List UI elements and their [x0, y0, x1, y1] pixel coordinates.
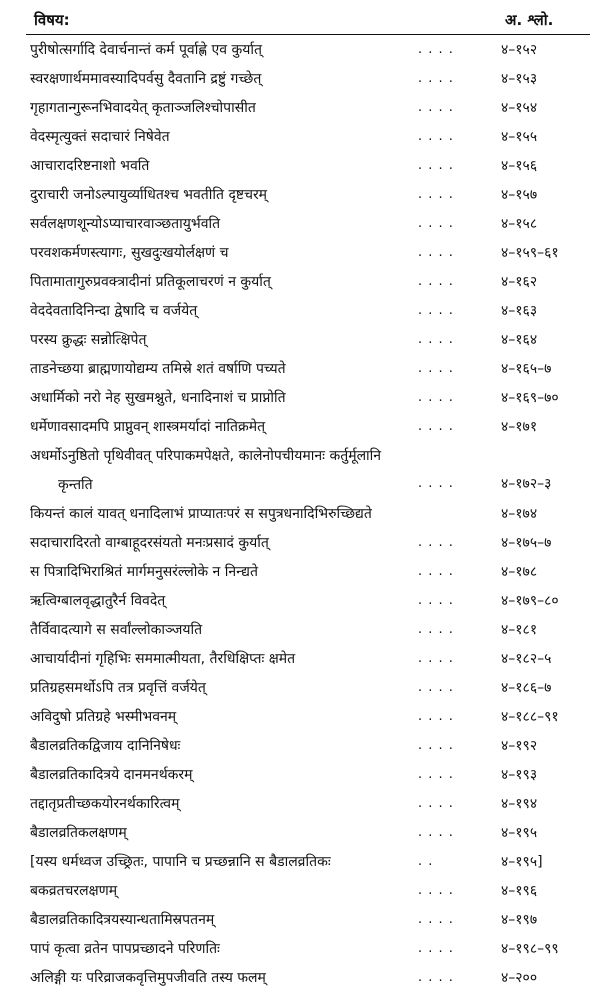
subject-column-header: विषय:: [34, 11, 70, 29]
entry-text-line: वेदस्मृत्युक्तं सदाचारं निषेवेत: [30, 129, 170, 145]
verse-reference: ४–१९४: [501, 796, 538, 812]
entry-text: [30, 882, 408, 900]
leader-dots: . . . .: [418, 245, 454, 260]
leader-dots: . . . .: [418, 332, 454, 347]
leader-dots: . . . .: [418, 970, 454, 985]
list-item: [26, 297, 590, 326]
list-item: [26, 558, 590, 587]
list-item: [26, 326, 590, 355]
entry-text: [30, 99, 408, 117]
list-item: [26, 877, 590, 906]
verse-reference: ४–१८१: [501, 622, 538, 638]
entry-text: [30, 795, 408, 813]
leader-dots: . . . .: [418, 912, 454, 927]
entry-text-line: [यस्य धर्मध्वज उच्छ्रितः, पापानि च प्रच्छन्नानि स बैडालव्रतिकः: [30, 854, 331, 870]
list-item: [26, 181, 590, 210]
list-item: [26, 152, 590, 181]
leader-dots: . . . .: [418, 825, 454, 840]
leader-dots: . . . .: [418, 187, 454, 202]
entry-text-line: सदाचारादिरतो वाग्बाहूदरसंयतो मनःप्रसादं कुर्यात्: [30, 535, 269, 551]
entry-text: [30, 650, 408, 668]
entry-text: [30, 418, 408, 436]
list-item: [26, 210, 590, 239]
verse-reference: ४–१५७: [501, 187, 538, 203]
list-item: [26, 645, 590, 674]
entry-text: [30, 563, 408, 581]
entry-text-line: तैर्विवादत्यागे स सर्वांल्लोकाञ्जयति: [30, 622, 203, 638]
leader-dots: . . . .: [418, 622, 454, 637]
entry-text: [30, 592, 408, 610]
leader-dots: . . . .: [418, 158, 454, 173]
list-item: [26, 819, 590, 848]
leader-dots: . . . .: [418, 419, 454, 434]
verse-reference: ४–१७९–८०: [501, 593, 559, 609]
entry-text-line: पापं कृत्वा व्रतेन पापप्रच्छादने परिणतिः: [30, 941, 220, 957]
verse-reference: ४–१९३: [501, 767, 538, 783]
leader-dots: . . . .: [418, 535, 454, 550]
entry-text-line: बैडालव्रतिकादित्रयस्यान्धतामिस्रपतनम्: [30, 912, 215, 928]
verse-reference: ४–१७२–३: [501, 476, 552, 492]
entry-text-line: आचार्यादीनां गृहिभिः सममात्मीयता, तैरधिक्षिप्तः क्षमेत: [30, 651, 296, 667]
list-item: [26, 848, 590, 877]
contents-list: [26, 36, 590, 993]
verse-reference: ४–१६९–७०: [501, 390, 559, 406]
list-item: [26, 529, 590, 558]
entry-text-line: अधार्मिको नरो नेह सुखमश्नुते, धनादिनाशं च प्राप्नोति: [30, 390, 286, 406]
verse-reference: ४–१५६: [501, 158, 538, 174]
verse-reference: ४–१९६: [501, 883, 538, 899]
entry-text-line: परस्य क्रुद्धः सन्नोत्क्षिपेत्: [30, 332, 147, 348]
list-item: [26, 268, 590, 297]
list-item: [26, 964, 590, 993]
verse-reference: ४–१७४: [501, 506, 538, 522]
leader-dots: . . . .: [418, 680, 454, 695]
entry-text-line: सर्वलक्षणशून्योऽप्याचारवाञ्छतायुर्भवति: [30, 216, 221, 232]
list-item: [26, 616, 590, 645]
entry-text-line: स पित्रादिभिराश्रितं मार्गमनुसरंल्लोके न निन्द्यते: [30, 564, 258, 580]
leader-dots: . . . .: [418, 100, 454, 115]
entry-text: [30, 534, 408, 552]
list-item: [26, 123, 590, 152]
list-item: [26, 413, 590, 442]
leader-dots: . . . .: [418, 738, 454, 753]
leader-dots: . . . .: [418, 476, 454, 491]
leader-dots: . . . .: [418, 709, 454, 724]
verse-reference: ४–१७८: [501, 564, 538, 580]
verse-reference: ४–१८२–५: [501, 651, 552, 667]
entry-text-line: तद्दातृप्रतीच्छकयोरनर्थकारित्वम्: [30, 796, 180, 812]
leader-dots: . . . .: [418, 71, 454, 86]
entry-text-line: पितामातागुरुप्रवक्त्रादीनां प्रतिकूलाचरणं न कुर्यात्: [30, 274, 271, 290]
entry-text: [30, 157, 408, 175]
leader-dots: . . . .: [418, 593, 454, 608]
leader-dots: . . . .: [418, 767, 454, 782]
list-item: [26, 732, 590, 761]
entry-text: [30, 41, 408, 59]
list-item: [26, 935, 590, 964]
leader-dots: . . . .: [418, 390, 454, 405]
list-item: [26, 703, 590, 732]
entry-text: [30, 273, 408, 291]
entry-text: [30, 737, 408, 755]
entry-text-line: प्रतिग्रहसमर्थोऽपि तत्र प्रवृत्तिं वर्जयेत्: [30, 680, 206, 696]
list-item: [26, 674, 590, 703]
verse-reference: ४–१८८–९१: [501, 709, 559, 725]
entry-text: [30, 853, 408, 871]
entry-text: [30, 331, 408, 349]
entry-text: [30, 766, 408, 784]
leader-dots: . . . .: [418, 129, 454, 144]
verse-reference: ४–१६५–७: [501, 361, 552, 377]
verse-reference: ४–१५३: [501, 71, 538, 87]
entry-text-line: दुराचारी जनोऽल्पायुर्व्याधितश्च भवतीति दृष्टचरम्: [30, 187, 268, 203]
entry-text-line: धर्मेणावसादमपि प्राप्नुवन् शास्त्रमर्यादां नातिक्रमेत्: [30, 419, 266, 435]
entry-text-line: पुरीषोत्सर्गादि देवार्चनान्तं कर्म पूर्वाह्णे एव कुर्यात्: [30, 42, 262, 58]
header-divider: [26, 34, 590, 35]
list-item: [26, 761, 590, 790]
verse-reference: ४–१६४: [501, 332, 538, 348]
list-item: [26, 384, 590, 413]
entry-text: [30, 360, 408, 378]
leader-dots: . .: [418, 854, 434, 869]
verse-reference: ४–१९५: [501, 825, 538, 841]
entry-text-line: बैडालव्रतिकलक्षणम्: [30, 825, 127, 841]
list-item: [26, 442, 590, 500]
leader-dots: . . . .: [418, 42, 454, 57]
verse-reference: ४–२००: [501, 970, 538, 986]
verse-reference: ४–१५२: [501, 42, 538, 58]
entry-text-continuation: कृन्तति: [58, 477, 93, 493]
leader-dots: . . . .: [418, 883, 454, 898]
list-item: [26, 790, 590, 819]
entry-text-line: वेददेवतादिनिन्दा द्वेषादि च वर्जयेत्: [30, 303, 198, 319]
verse-reference: ४–१९२: [501, 738, 538, 754]
entry-text: [30, 940, 408, 958]
entry-text-line: ताडनेच्छया ब्राह्मणायोद्यम्य तमिस्रे शतं वर्षाणि पच्यते: [30, 361, 286, 377]
entry-text-line: परवशकर्मणस्त्यागः, सुखदुःखयोर्लक्षणं च: [30, 245, 229, 261]
entry-text-line: अधर्मोऽनुष्ठितो पृथिवीवत् परिपाकमपेक्षते, कालेनोपचीयमानः कर्तुर्मूलानि: [30, 448, 382, 464]
leader-dots: . . . .: [418, 796, 454, 811]
leader-dots: . . . .: [418, 274, 454, 289]
list-item: [26, 239, 590, 268]
entry-text-line: आचारादरिष्टनाशो भवति: [30, 158, 150, 174]
entry-text-line: बैडालव्रतिकद्विजाय दानिनिषेधः: [30, 738, 181, 754]
list-item: [26, 355, 590, 384]
verse-reference: ४–१९५]: [501, 854, 543, 870]
entry-text-line: अविदुषो प्रतिग्रहे भस्मीभवनम्: [30, 709, 177, 725]
leader-dots: . . . .: [418, 303, 454, 318]
list-item: [26, 36, 590, 65]
list-item: [26, 500, 590, 529]
entry-text-line: अलिङ्गी यः परिव्राजकवृत्तिमुपजीवति तस्य फलम्: [30, 970, 266, 986]
entry-text: [30, 70, 408, 88]
verse-reference: ४–१५८: [501, 216, 538, 232]
list-item: [26, 65, 590, 94]
list-item: [26, 906, 590, 935]
entry-text-line: स्वरक्षणार्थममावस्यादिपर्वसु दैवतानि द्रष्टुं गच्छेत्: [30, 71, 262, 87]
leader-dots: . . . .: [418, 564, 454, 579]
entry-text: [30, 186, 408, 204]
entry-text: [30, 708, 408, 726]
list-item: [26, 94, 590, 123]
leader-dots: . . . .: [418, 651, 454, 666]
leader-dots: . . . .: [418, 361, 454, 376]
leader-dots: . . . .: [418, 216, 454, 231]
verse-reference: ४–१८६–७: [501, 680, 552, 696]
entry-text: [30, 969, 408, 987]
verse-reference: ४–१७५–७: [501, 535, 552, 551]
entry-text: [30, 621, 408, 639]
verse-reference: ४–१५५: [501, 129, 538, 145]
entry-text-line: बैडालव्रतिकादित्रये दानमनर्थकरम्: [30, 767, 193, 783]
verse-reference: ४–१५४: [501, 100, 538, 116]
entry-text: [30, 302, 408, 320]
list-item: [26, 587, 590, 616]
verse-reference: ४–१९७: [501, 912, 538, 928]
leader-dots: . . . .: [418, 941, 454, 956]
entry-text: [30, 215, 408, 233]
entry-text: [30, 911, 408, 929]
entry-text: [30, 505, 408, 523]
entry-text-line: बकव्रतचरलक्षणम्: [30, 883, 118, 899]
reference-column-header: अ. श्लो.: [505, 11, 554, 29]
verse-reference: ४–१७१: [501, 419, 538, 435]
verse-reference: ४–१९८–९९: [501, 941, 559, 957]
entry-text-line: ऋत्विग्बालवृद्धातुरैर्न विवदेत्: [30, 593, 166, 609]
verse-reference: ४–१६२: [501, 274, 538, 290]
entry-text-line: गृहागतान्गुरूनभिवादयेत् कृताञ्जलिश्चोपासीत: [30, 100, 256, 116]
entry-text: [30, 824, 408, 842]
verse-reference: ४–१६३: [501, 303, 538, 319]
entry-text-line: कियन्तं कालं यावत् धनादिलाभं प्राप्यातःपरं स सपुत्रधनादिभिरुच्छिद्यते: [30, 506, 372, 522]
entry-text: [30, 679, 408, 697]
entry-text: [30, 389, 408, 407]
entry-text: [30, 128, 408, 146]
verse-reference: ४–१५९–६१: [501, 245, 559, 261]
entry-text: [30, 244, 408, 262]
